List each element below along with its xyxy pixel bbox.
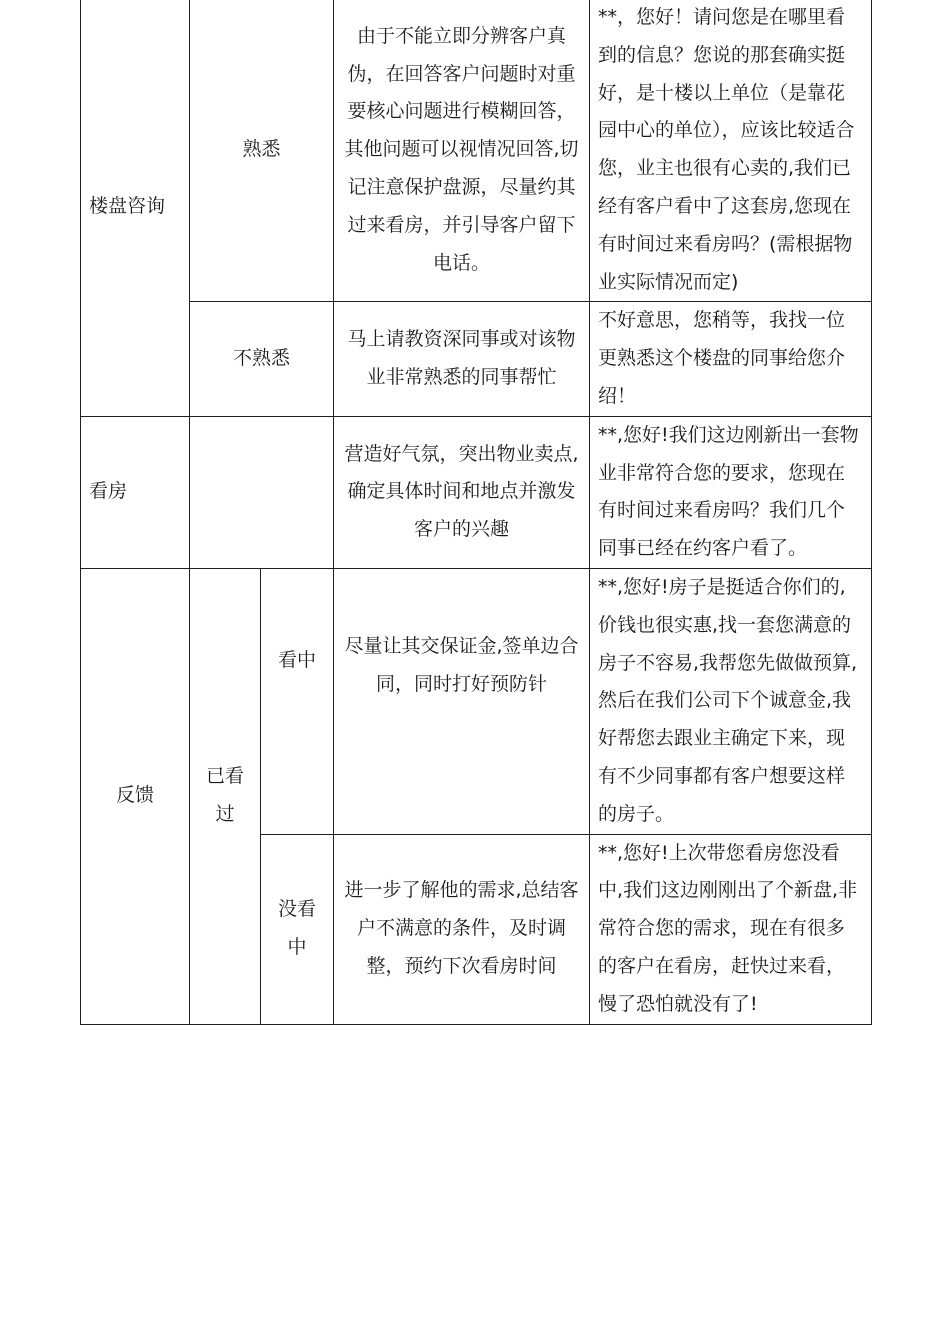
sales-script-table (80, 0, 872, 1025)
situation-cell: 看中 (261, 568, 334, 834)
script-cell: 不好意思，您稍等，我找一位更熟悉这个楼盘的同事给您介绍！ (590, 302, 872, 416)
script-cell: **，您好！请问您是在哪里看到的信息？您说的那套确实挺好，是十楼以上单位（是靠花园中心的单位），应该比较适合您，业主也很有心卖的,我们已经有客户看中了这套房,您现在有时间过来看房吗？(需根据物业实际情况而定) (590, 0, 872, 302)
script-cell: **,您好!我们这边刚新出一套物业非常符合您的要求，您现在有时间过来看房吗？我们几个同事已经在约客户看了。 (590, 416, 872, 568)
category-cell: 反馈 (81, 568, 190, 1024)
category-cell: 看房 (81, 416, 190, 568)
status-cell: 已看过 (190, 568, 261, 1024)
script-cell: **,您好!房子是挺适合你们的,价钱也很实惠,找一套您满意的房子不容易,我帮您先做做预算,然后在我们公司下个诚意金,我好帮您去跟业主确定下来，现有不少同事都有客户想要这样的房子。 (590, 568, 872, 834)
situation-cell: 熟悉 (190, 0, 334, 302)
category-cell: 楼盘咨询 (81, 0, 190, 416)
strategy-cell: 由于不能立即分辨客户真伪，在回答客户问题时对重要核心问题进行模糊回答，其他问题可以视情况回答,切记注意保护盘源，尽量约其过来看房，并引导客户留下电话。 (334, 0, 590, 302)
table-row (81, 0, 872, 302)
script-cell: **,您好!上次带您看房您没看中,我们这边刚刚出了个新盘,非常符合您的需求，现在有很多的客户在看房，赶快过来看，慢了恐怕就没有了! (590, 834, 872, 1024)
strategy-cell: 进一步了解他的需求,总结客户不满意的条件，及时调整，预约下次看房时间 (334, 834, 590, 1024)
strategy-cell: 营造好气氛，突出物业卖点,确定具体时间和地点并激发客户的兴趣 (334, 416, 590, 568)
situation-cell (190, 416, 334, 568)
strategy-cell: 马上请教资深同事或对该物业非常熟悉的同事帮忙 (334, 302, 590, 416)
table-row (81, 568, 872, 834)
situation-cell: 没看中 (261, 834, 334, 1024)
table-row (81, 302, 872, 416)
table-row (81, 416, 872, 568)
strategy-cell: 尽量让其交保证金,签单边合同，同时打好预防针 (334, 568, 590, 834)
situation-cell: 不熟悉 (190, 302, 334, 416)
